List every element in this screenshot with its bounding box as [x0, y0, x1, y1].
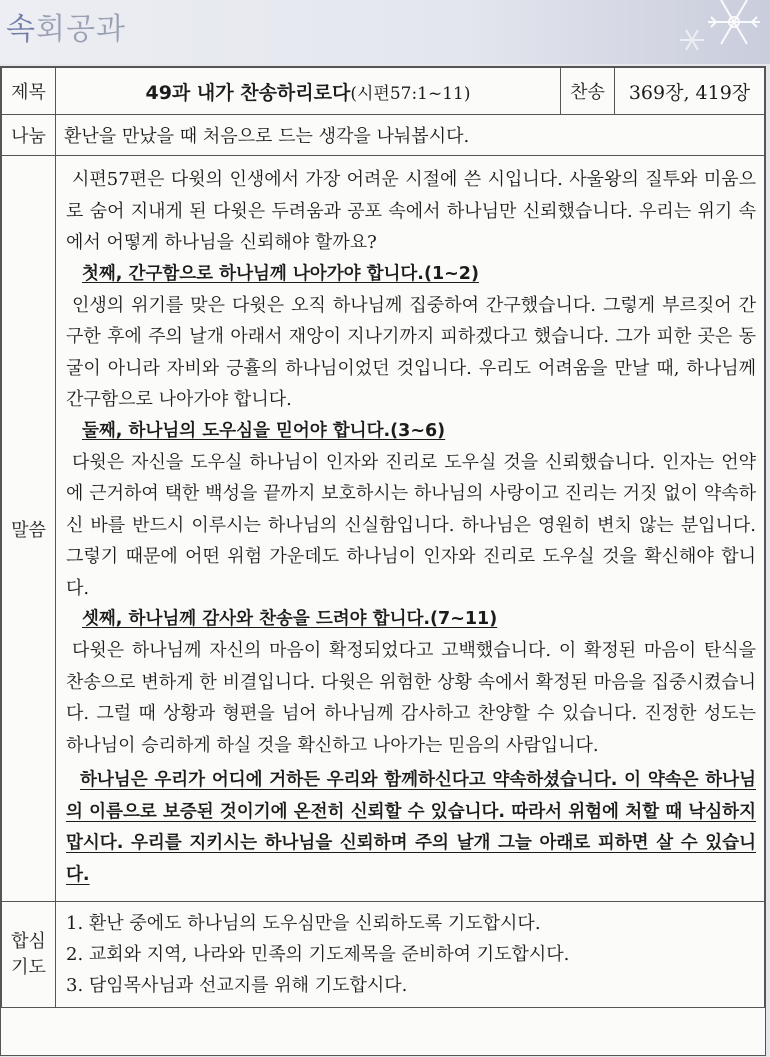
share-label: 나눔	[2, 115, 56, 156]
lesson-title-cell	[56, 68, 561, 115]
header-title-rest: 회공과	[35, 12, 126, 47]
prayer-item-3: 3. 담임목사님과 선교지를 위해 기도합시다.	[66, 975, 408, 996]
word-label: 말씀	[2, 156, 56, 902]
section-heading-1: 첫째, 간구함으로 하나님께 나아가야 합니다.(1~2)	[82, 263, 479, 284]
conclusion-paragraph: 하나님은 우리가 어디에 거하든 우리와 함께하신다고 약속하셨습니다. 이 약속은 하나님의 이름으로 보증된 것이기에 온전히 신뢰할 수 있습니다. 따라서 위험에 처할 때 낙심하지 맙시다. 우리를 지키시는 하나님을 신뢰하며 주의 날개 그늘 아래로 피하면 살 수 있습니다.	[66, 770, 756, 885]
title-label: 제목	[2, 68, 56, 115]
scripture-reference: (시편57:1~11)	[350, 83, 471, 104]
section-body-3: 다윗은 하나님께 자신의 마음이 확정되었다고 고백했습니다. 이 확정된 마음이 탄식을 찬송으로 변하게 한 비결입니다. 다윗은 위험한 상황 속에서 확정된 마음을 집중시켰습니다. 그럴 때 상황과 형편을 넘어 하나님께 감사하고 찬양할 수 있습니다. 진정한 성도는 하나님이 승리하게 하실 것을 확신하고 나아가는 믿음의 사람입니다.	[66, 640, 756, 756]
hymn-label: 찬송	[561, 68, 615, 115]
snowflake-icon	[672, 0, 762, 62]
header-title-first: 속	[6, 12, 36, 47]
word-content	[56, 156, 765, 902]
prayer-list	[56, 902, 765, 1008]
hymn-numbers: 369장, 419장	[615, 68, 765, 115]
lesson-title: 49과 내가 찬송하리로다	[145, 81, 351, 104]
section-heading-3: 셋째, 하나님께 감사와 찬송을 드려야 합니다.(7~11)	[82, 609, 498, 629]
header-band	[0, 0, 770, 64]
title-row	[2, 68, 765, 115]
section-body-1: 인생의 위기를 맞은 다윗은 오직 하나님께 집중하여 간구했습니다. 그렇게 부르짖어 간구한 후에 주의 날개 아래서 재앙이 지나기까지 피하겠다고 했습니다. 그가 피한 곳은 동굴이 아니라 자비와 긍휼의 하나님이었던 것입니다. 우리도 어려움을 만날 때, 하나님께 간구함으로 나아가야 합니다.	[66, 294, 756, 410]
word-row	[2, 156, 765, 902]
section-heading-2: 둘째, 하나님의 도우심을 믿어야 합니다.(3~6)	[82, 420, 446, 441]
lesson-sheet	[0, 66, 766, 1056]
share-row	[2, 115, 765, 156]
lesson-table	[1, 67, 765, 1008]
prayer-item-1: 1. 환난 중에도 하나님의 도우심만을 신뢰하도록 기도합시다.	[66, 913, 541, 934]
prayer-label: 합심 기도	[2, 902, 56, 1008]
share-question: 환난을 만났을 때 처음으로 드는 생각을 나눠봅시다.	[56, 115, 765, 156]
header-title	[6, 4, 126, 48]
section-body-2: 다윗은 자신을 도우실 하나님이 인자와 진리로 도우실 것을 신뢰했습니다. 인자는 언약에 근거하여 택한 백성을 끝까지 보호하시는 하나님의 사랑이고 진리는 거짓 없이 약속하신 바를 반드시 이루시는 하나님의 신실함입니다. 하나님은 영원히 변치 않는 분입니다. 그렇기 때문에 어떤 위험 가운데도 하나님이 인자와 진리로 도우실 것을 확신해야 합니다.	[66, 451, 756, 599]
intro-paragraph: 시편57편은 다윗의 인생에서 가장 어려운 시절에 쓴 시입니다. 사울왕의 질투와 미움으로 숨어 지내게 된 다윗은 두려움과 공포 속에서 하나님만 신뢰했습니다. 우리는 위기 속에서 어떻게 하나님을 신뢰해야 할까요?	[66, 169, 756, 253]
prayer-item-2: 2. 교회와 지역, 나라와 민족의 기도제목을 준비하여 기도합시다.	[66, 944, 570, 965]
prayer-row	[2, 902, 765, 1008]
